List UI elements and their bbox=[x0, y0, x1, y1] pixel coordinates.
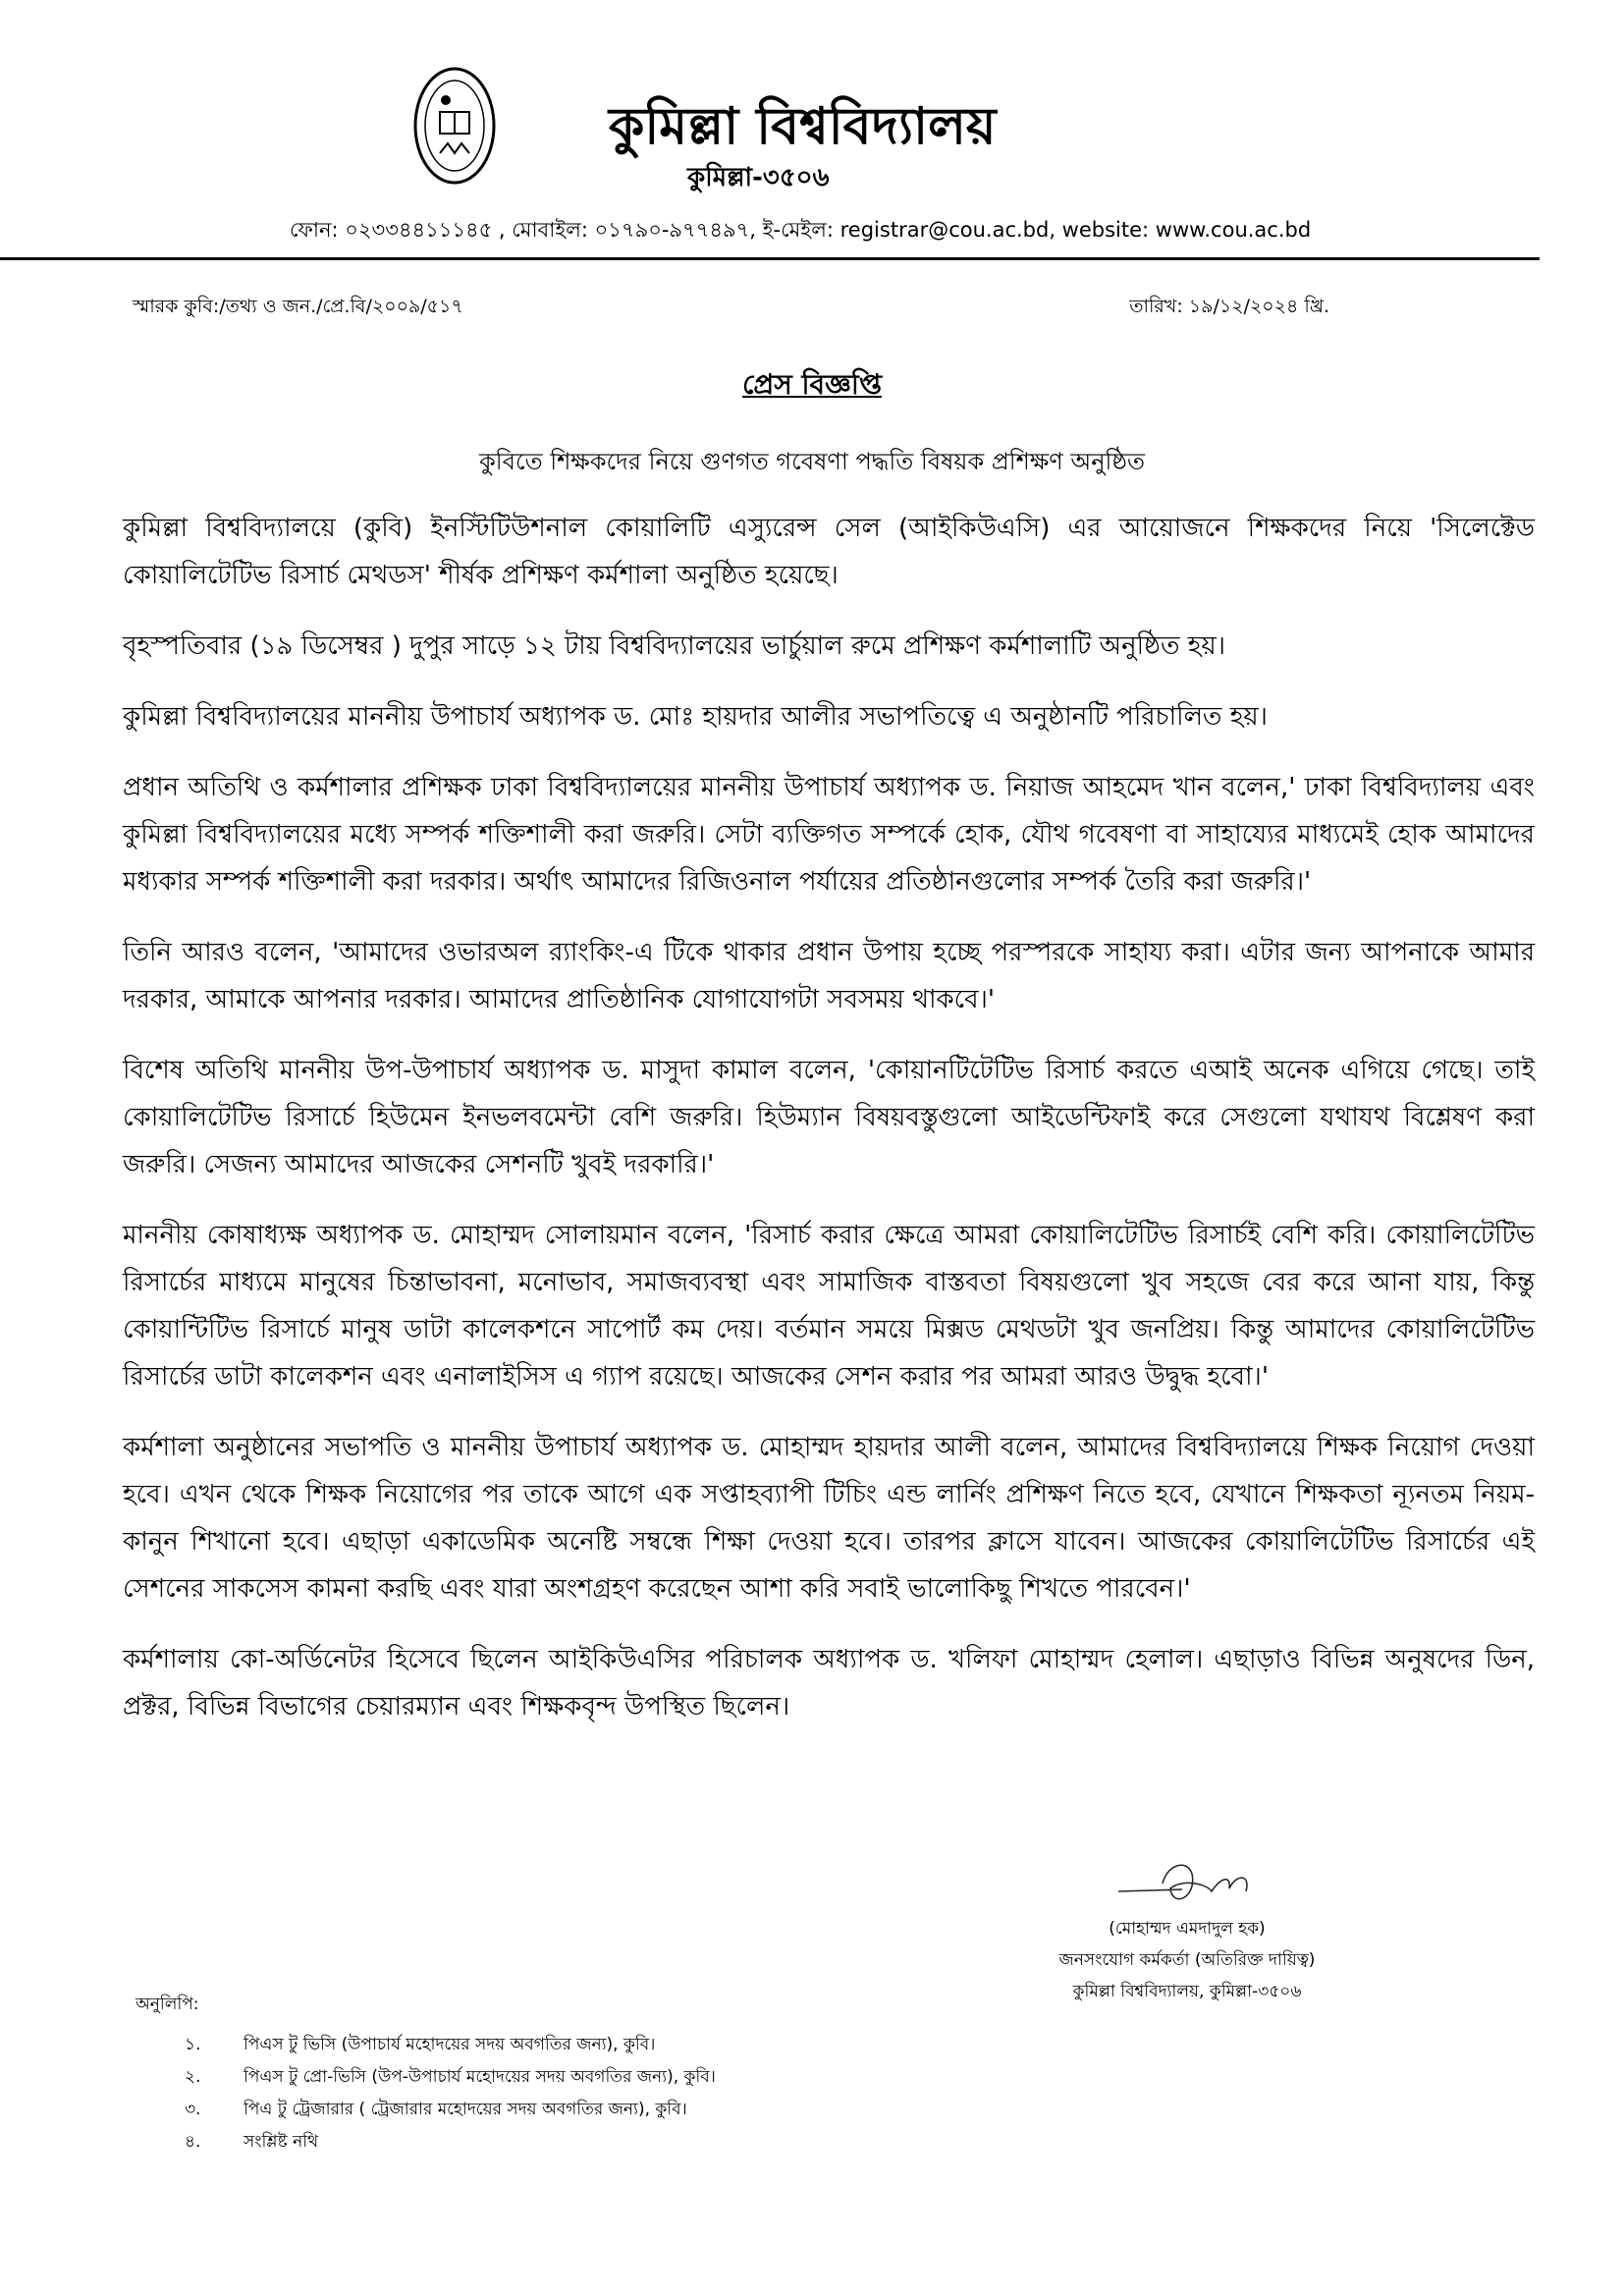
item-text: পিএ টু ট্রেজারার ( ট্রেজারার মহোদয়ের সদয় অবগতির জন্য), কুবি। bbox=[244, 2100, 687, 2119]
paragraph: মাননীয় কোষাধ্যক্ষ অধ্যাপক ড. মোহাম্মদ সোলায়মান বলেন, 'রিসার্চ করার ক্ষেত্রে আমরা কোয়ালিটেটিভ রিসার্চই বেশি করি। কোয়ালিটেটিভ রিসার্চের মাধ্যমে মানুষের চিন্তাভাবনা, মনোভাব, সমাজব্যবস্থা এবং সামাজিক বাস্তবতা বিষয়গুলো খুব সহজে বের করে আনা যায়, কিন্তু কোয়ান্টিটিভ রিসার্চে মানুষ ডাটা কালেকশনে সাপোর্ট কম দেয়। বর্তমান সময়ে মিক্সড মেথডটা খুব জনপ্রিয়। কিন্তু আমাদের কোয়ালিটেটিভ রিসার্চের ডাটা কালেকশন এবং এনালাইসিস এ গ্যাপ রয়েছে। আজকের সেশন করার পর আমরা আরও উদ্বুদ্ধ হবো।' bbox=[123, 1221, 1535, 1392]
copy-list bbox=[135, 1992, 716, 2159]
list-item bbox=[185, 2061, 716, 2094]
contact-info: ফোন: ০২৩৩৪৪১১১৪৫ , মোবাইল: ০১৭৯০-৯৭৭৪৯৭, ই-মেইল: registrar@cou.ac.bd, website: www.cou.ac.bd bbox=[290, 218, 1312, 242]
item-text: সংশ্লিষ্ট নথি bbox=[244, 2132, 319, 2152]
paragraph: বৃহস্পতিবার (১৯ ডিসেম্বর ) দুপুর সাড়ে ১২ টায় বিশ্ববিদ্যালয়ের ভার্চুয়াল রুমে প্রশিক্ষণ কর্মশালাটি অনুষ্ঠিত হয়। bbox=[123, 631, 1226, 661]
list-item bbox=[185, 2126, 716, 2159]
memo-number: স্মারক কুবি:/তথ্য ও জন./প্রে.বি/২০০৯/৫১৭ bbox=[133, 296, 463, 317]
item-number: ২. bbox=[185, 2067, 201, 2087]
paragraph: কর্মশালা অনুষ্ঠানের সভাপতি ও মাননীয় উপাচার্য অধ্যাপক ড. মোহাম্মদ হায়দার আলী বলেন, আমাদের বিশ্ববিদ্যালয়ে শিক্ষক নিয়োগ দেওয়া হবে। এখন থেকে শিক্ষক নিয়োগের পর তাকে আগে এক সপ্তাহব্যাপী টিচিং এন্ড লার্নিং প্রশিক্ষণ নিতে হবে, যেখানে শিক্ষকতা ন্যূনতম নিয়ম-কানুন শিখানো হবে। এছাড়া একাডেমিক অনেষ্টি সম্বন্ধে শিক্ষা দেওয়া হবে। তারপর ক্লাসে যাবেন। আজকের কোয়ালিটেটিভ রিসার্চের এই সেশনের সাকসেস কামনা করছি এবং যারা অংশগ্রহণ করেছেন আশা করি সবাই ভালোকিছু শিখতে পারবেন।' bbox=[123, 1433, 1535, 1604]
item-text: পিএস টু ভিসি (উপাচার্য মহোদয়ের সদয় অবগতির জন্য), কুবি। bbox=[244, 2035, 656, 2054]
header-divider bbox=[0, 257, 1540, 260]
list-item bbox=[185, 2029, 716, 2061]
paragraph: কুমিল্লা বিশ্ববিদ্যালয়ের মাননীয় উপাচার্য অধ্যাপক ড. মোঃ হায়দার আলীর সভাপতিত্বে এ অনুষ্ঠানটি পরিচালিত হয়। bbox=[123, 702, 1268, 732]
document-date: তারিখ: ১৯/১২/২০২৪ খ্রি. bbox=[1129, 296, 1329, 317]
list-item bbox=[185, 2094, 716, 2126]
item-number: ৪. bbox=[185, 2132, 201, 2152]
paragraph: বিশেষ অতিথি মাননীয় উপ-উপাচার্য অধ্যাপক ড. মাসুদা কামাল বলেন, 'কোয়ানটিটেটিভ রিসার্চ করতে এআই অনেক এগিয়ে গেছে। তাই কোয়ালিটেটিভ রিসার্চে হিউমেন ইনভলবমেন্টা বেশি জরুরি। হিউম্যান বিষয়বস্তুগুলো আইডেন্টিফাই করে সেগুলো যথাযথ বিশ্লেষণ করা জরুরি। সেজন্য আমাদের আজকের সেশনটি খুবই দরকারি।' bbox=[123, 1056, 1535, 1179]
title-text: প্রেস বিজ্ঞপ্তি bbox=[742, 368, 882, 401]
copy-label: অনুলিপি: bbox=[135, 1995, 199, 2014]
signatory-designation: জনসংযোগ কর্মকর্তা (অতিরিক্ত দায়িত্ব) bbox=[1058, 1950, 1316, 1970]
university-city: কুমিল্লা-৩৫০৬ bbox=[687, 163, 830, 192]
paragraph: প্রধান অতিথি ও কর্মশালার প্রশিক্ষক ঢাকা বিশ্ববিদ্যালয়ের মাননীয় উপাচার্য অধ্যাপক ড. নিয়াজ আহমেদ খান বলেন,' ঢাকা বিশ্ববিদ্যালয় এবং কুমিল্লা বিশ্ববিদ্যালয়ের মধ্যে সম্পর্ক শক্তিশালী করা জরুরি। সেটা ব্যক্তিগত সম্পর্কে হোক, যৌথ গবেষণা বা সাহায্যের মাধ্যমেই হোক আমাদের মধ্যকার সম্পর্ক শক্তিশালী করা দরকার। অর্থাৎ আমাদের রিজিওনাল পর্যায়ের প্রতিষ্ঠানগুলোর সম্পর্ক তৈরি করা জরুরি।' bbox=[123, 773, 1535, 897]
headline: কুবিতে শিক্ষকদের নিয়ে গুণগত গবেষণা পদ্ধতি বিষয়ক প্রশিক্ষণ অনুষ্ঠিত bbox=[478, 448, 1146, 475]
signature-block bbox=[1020, 1854, 1354, 2007]
paragraph: তিনি আরও বলেন, 'আমাদের ওভারঅল র‍্যাংকিং-এ টিকে থাকার প্রধান উপায় হচ্ছে পরস্পরকে সাহায্য করা। এটার জন্য আপনাকে আমার দরকার, আমাকে আপনার দরকার। আমাদের প্রাতিষ্ঠানিক যোগাযোগটা সবসময় থাকবে।' bbox=[123, 938, 1535, 1014]
university-name: কুমিল্লা বিশ্ববিদ্যালয় bbox=[609, 97, 997, 156]
handwritten-signature bbox=[1113, 1854, 1261, 1909]
university-logo bbox=[412, 65, 497, 187]
item-number: ৩. bbox=[185, 2100, 201, 2119]
paragraph: কুমিল্লা বিশ্ববিদ্যালয়ে (কুবি) ইনস্টিটিউশনাল কোয়ালিটি এস্যুরেন্স সেল (আইকিউএসি) এর আয়োজনে শিক্ষকদের নিয়ে 'সিলেক্টেড কোয়ালিটেটিভ রিসার্চ মেথডস' শীর্ষক প্রশিক্ষণ কর্মশালা অনুষ্ঠিত হয়েছে। bbox=[123, 514, 1535, 590]
signatory-office: কুমিল্লা বিশ্ববিদ্যালয়, কুমিল্লা-৩৫০৬ bbox=[1072, 1982, 1302, 2001]
paragraph: কর্মশালায় কো-অর্ডিনেটর হিসেবে ছিলেন আইকিউএসির পরিচালক অধ্যাপক ড. খলিফা মোহাম্মদ হেলাল। এছাড়াও বিভিন্ন অনুষদের ডিন, প্রক্টর, বিভিন্ন বিভাগের চেয়ারম্যান এবং শিক্ষকবৃন্দ উপস্থিত ছিলেন। bbox=[123, 1645, 1535, 1722]
signatory-name: (মোহাম্মদ এমদাদুল হক) bbox=[1109, 1919, 1266, 1939]
item-text: পিএস টু প্রো-ভিসি (উপ-উপাচার্য মহোদয়ের সদয় অবগতির জন্য), কুবি। bbox=[244, 2067, 716, 2087]
body-text bbox=[123, 505, 1535, 1754]
press-release-title bbox=[0, 363, 1624, 410]
item-number: ১. bbox=[185, 2035, 201, 2054]
